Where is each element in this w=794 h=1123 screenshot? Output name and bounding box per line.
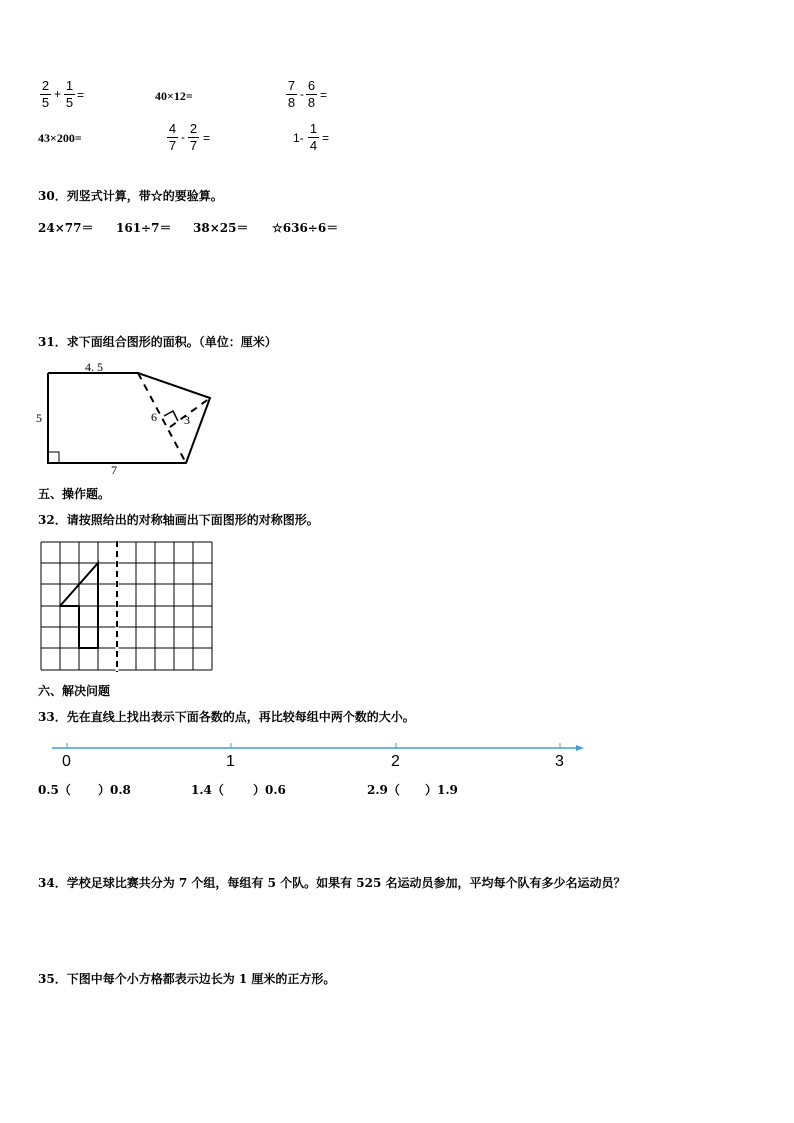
fraction-2-5 [40, 78, 51, 111]
section-5-heading: 五、操作题。 [38, 487, 111, 501]
number-line-arrow [576, 745, 584, 751]
minus-sign: - [300, 87, 304, 101]
denominator: 7 [168, 138, 177, 153]
symmetry-grid [40, 541, 214, 673]
question-33-title: 33．先在直线上找出表示下面各数的点，再比较每组中两个数的大小。 [38, 710, 415, 724]
fraction-4-7 [167, 121, 178, 154]
tick-label-2: 2 [391, 753, 400, 770]
number-line [50, 738, 590, 772]
comparison-1-right: ）0.8 [98, 783, 131, 797]
label-bottom: 7 [111, 463, 117, 477]
equals-sign: = [77, 88, 85, 102]
denominator: 4 [309, 138, 318, 153]
label-diagonal: 6 [151, 410, 157, 424]
question-31-title: 31．求下面组合图形的面积。（单位：厘米） [38, 335, 277, 349]
equals-sign: = [320, 88, 328, 102]
denominator: 8 [287, 95, 296, 110]
fraction-6-8 [306, 78, 317, 111]
comparison-3-blank[interactable] [403, 781, 425, 795]
numerator: 6 [307, 78, 316, 93]
comparison-2-blank[interactable] [227, 781, 253, 795]
fraction-1-4 [308, 121, 319, 154]
composite-shape-figure [30, 355, 230, 480]
q30-item-2: 161÷7＝ [116, 221, 172, 235]
oral-problem-40x12: 40×12= [155, 89, 193, 103]
label-left: 5 [36, 411, 42, 425]
comparison-1-left: 0.5（ [38, 783, 71, 797]
denominator: 7 [189, 138, 198, 153]
denominator: 5 [65, 95, 74, 110]
tick-label-3: 3 [555, 753, 564, 770]
comparison-3-left: 2.9（ [367, 783, 400, 797]
one-minus: 1- [293, 131, 304, 145]
question-30-title: 30．列竖式计算，带☆的要验算。 [38, 189, 223, 203]
fraction-1-5 [64, 78, 75, 111]
label-top: 4. 5 [85, 360, 103, 374]
denominator: 8 [307, 95, 316, 110]
question-35-title: 35．下图中每个小方格都表示边长为 1 厘米的正方形。 [38, 972, 336, 986]
label-height: 3 [184, 413, 190, 427]
comparison-2-left: 1.4（ [191, 783, 224, 797]
comparison-3-right: ）1.9 [425, 783, 458, 797]
fraction-7-8 [286, 78, 297, 111]
question-34-title: 34．学校足球比赛共分为 7 个组，每组有 5 个队。如果有 525 名运动员参加，平均每个队有多少名运动员？ [38, 876, 626, 890]
tick-label-0: 0 [62, 753, 71, 770]
tick-label-1: 1 [226, 753, 235, 770]
equals-sign: = [203, 131, 211, 145]
q30-item-3: 38×25＝ [193, 221, 249, 235]
perpendicular-mark [164, 411, 178, 421]
numerator: 2 [41, 78, 50, 93]
section-6-heading: 六、解决问题 [38, 684, 111, 698]
denominator: 5 [41, 95, 50, 110]
numerator: 4 [168, 121, 177, 136]
question-32-title: 32．请按照给出的对称轴画出下面图形的对称图形。 [38, 513, 319, 527]
comparison-1-blank[interactable] [74, 781, 98, 795]
numerator: 1 [309, 121, 318, 136]
fraction-2-7 [188, 121, 199, 154]
numerator: 2 [189, 121, 198, 136]
q30-item-4: ☆636÷6＝ [272, 221, 339, 235]
oral-problem-43x200: 43×200= [38, 131, 82, 145]
comparison-2-right: ）0.6 [253, 783, 286, 797]
equals-sign: = [322, 131, 330, 145]
q30-item-1: 24×77＝ [38, 221, 94, 235]
plus-sign: + [54, 87, 62, 101]
numerator: 7 [287, 78, 296, 93]
right-angle-mark [48, 452, 59, 463]
numerator: 1 [65, 78, 74, 93]
minus-sign: - [181, 130, 185, 144]
